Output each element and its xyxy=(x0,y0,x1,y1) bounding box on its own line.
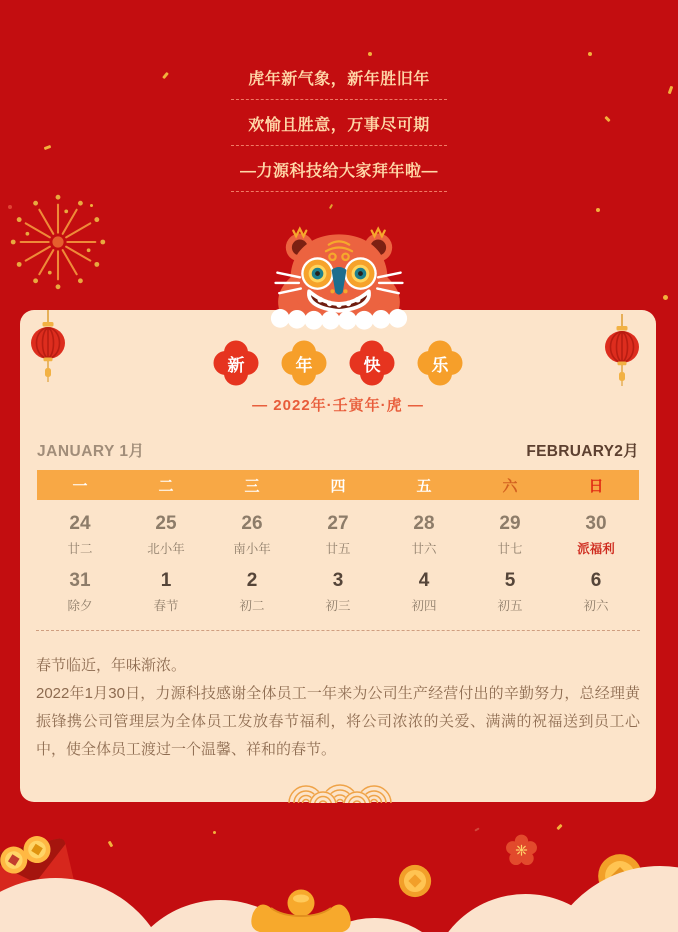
title-char: 快 xyxy=(363,355,381,375)
calendar-day: 27 廿五 xyxy=(325,513,351,556)
weekday-header xyxy=(37,470,639,500)
confetti-speck xyxy=(588,52,592,56)
cloud-motif-icon xyxy=(282,763,398,803)
calendar-day: 5 初五 xyxy=(497,570,523,613)
article-paragraph: 春节临近，年味渐浓。 xyxy=(36,657,187,674)
confetti-speck xyxy=(108,841,114,848)
year-subtitle: — 2022年·壬寅年·虎 — xyxy=(252,397,424,414)
weekday-wed: 三 xyxy=(244,477,260,495)
calendar-day: 2 初二 xyxy=(239,570,265,613)
calendar-day: 6 初六 xyxy=(583,570,609,613)
confetti-speck xyxy=(368,52,372,56)
plum-blossom-icon xyxy=(503,832,540,869)
confetti-speck xyxy=(44,145,52,150)
confetti-speck xyxy=(213,831,216,834)
calendar-day: 4 初四 xyxy=(411,570,437,613)
tiger-icon xyxy=(269,226,409,331)
title-badge xyxy=(281,340,327,386)
article-section xyxy=(36,652,640,764)
greeting-line-2: 欢愉且胜意，万事尽可期 xyxy=(231,112,447,146)
title-char: 新 xyxy=(227,355,245,375)
calendar-month-row xyxy=(37,439,639,461)
gold-ingot-icon xyxy=(246,886,356,932)
confetti-speck xyxy=(596,208,600,212)
weekday-thu: 四 xyxy=(330,477,346,495)
calendar-day: 26 南小年 xyxy=(233,513,271,556)
article-paragraph: 2022年1月30日，力源科技感谢全体员工一年来为公司生产经营付出的辛勤努力，总经理黄振锋携公司管理层为全体员工发放春节福利，将公司浓浓的关爱、满满的祝福送到员工心中，使全体员工渡过一个温馨、祥和的春节。 xyxy=(36,685,640,758)
firework-icon xyxy=(2,186,114,298)
weekday-sun: 日 xyxy=(588,477,604,495)
confetti-speck xyxy=(162,72,169,79)
lantern-icon xyxy=(26,310,70,390)
greeting-block xyxy=(231,66,447,204)
confetti-speck xyxy=(329,204,333,209)
lantern-icon xyxy=(600,314,644,394)
weekday-tue: 二 xyxy=(158,477,174,495)
title-badge xyxy=(417,340,463,386)
cloud-shape xyxy=(0,878,173,932)
calendar-day: 1 春节 xyxy=(153,570,179,613)
title-char: 乐 xyxy=(431,355,449,375)
confetti-speck xyxy=(663,295,668,300)
calendar-day: 29 廿七 xyxy=(497,513,523,556)
title-char: 年 xyxy=(295,355,313,375)
confetti-speck xyxy=(474,827,479,831)
title-badge xyxy=(349,340,395,386)
confetti-speck xyxy=(556,824,562,830)
weekday-mon: 一 xyxy=(72,477,88,495)
calendar-day: 24 廿二 xyxy=(67,513,93,556)
weekday-fri: 五 xyxy=(416,477,432,495)
calendar-day: 3 初三 xyxy=(325,570,351,613)
calendar-week-row-1 xyxy=(37,500,639,557)
greeting-line-1: 虎年新气象，新年胜旧年 xyxy=(231,66,447,100)
confetti-speck xyxy=(604,116,610,122)
calendar-day-highlighted: 30 派福利 xyxy=(577,513,615,556)
gold-coin-icon xyxy=(398,864,432,898)
title-badge xyxy=(213,340,259,386)
calendar-day: 25 北小年 xyxy=(147,513,185,556)
month-label-february: FEBRUARY2月 xyxy=(526,443,639,460)
dashed-divider xyxy=(36,630,640,631)
confetti-speck xyxy=(668,86,674,95)
calendar-day: 31 除夕 xyxy=(67,570,93,613)
new-year-card xyxy=(20,310,656,802)
month-label-january: JANUARY 1月 xyxy=(37,443,145,460)
calendar-week-row-2 xyxy=(37,557,639,614)
calendar-day: 28 廿六 xyxy=(411,513,437,556)
weekday-sat: 六 xyxy=(502,477,518,495)
greeting-line-3: —力源科技给大家拜年啦— xyxy=(231,158,447,192)
